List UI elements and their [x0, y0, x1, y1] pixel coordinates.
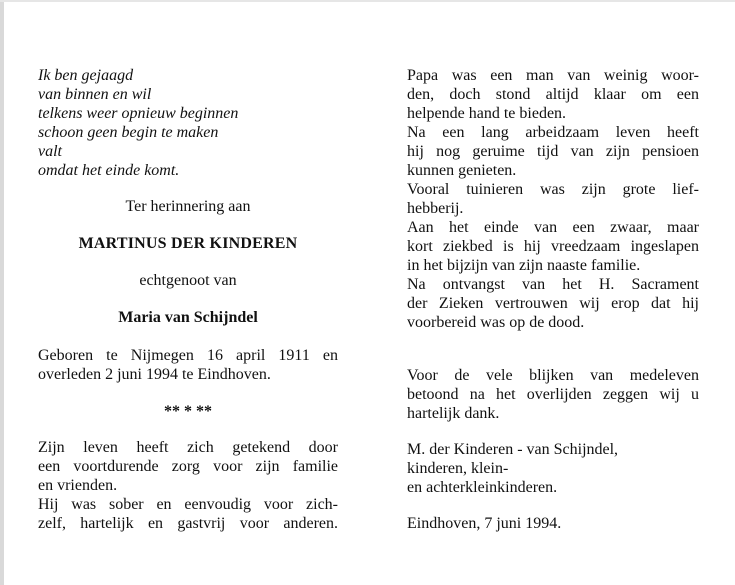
paragraph-line: helpende hand te bieden. [407, 105, 567, 122]
spouse-name: Maria van Schijndel [118, 309, 258, 326]
paragraph-line: kort ziekbed is hij vreedzaam ingeslapen [407, 238, 699, 255]
paragraph-line: overleden 2 juni 1994 te Eindhoven. [38, 366, 271, 383]
paragraph-line: Vooral tuinieren was zijn grote lief- [407, 181, 699, 198]
scan-top-edge [0, 0, 735, 2]
paragraph-line: voorbereid was op de dood. [407, 314, 585, 331]
paragraph-line: hebberij. [407, 200, 464, 217]
poem-line: valt [38, 143, 62, 160]
spouse-intro: echtgenoot van [139, 272, 237, 289]
paragraph-line: en vrienden. [38, 477, 118, 494]
scan-left-edge [0, 0, 4, 585]
poem-line: telkens weer opnieuw beginnen [38, 105, 239, 122]
place-date: Eindhoven, 7 juni 1994. [407, 515, 562, 532]
remembrance-heading: Ter herinnering aan [125, 198, 251, 215]
paragraph-line: Geboren te Nijmegen 16 april 1911 en [38, 347, 338, 364]
paragraph-line: Aan het einde van een zwaar, maar [407, 219, 699, 236]
paragraph-line: Voor de vele blijken van medeleven [407, 367, 699, 384]
paragraph-line: hartelijk dank. [407, 405, 500, 422]
paragraph-line: zelf, hartelijk en gastvrij voor anderen. [38, 515, 338, 532]
poem-line: van binnen en wil [38, 86, 152, 103]
paragraph-line: der Zieken vertrouwen wij erop dat hij [407, 295, 699, 312]
paragraph-line: Papa was een man van weinig woor- [407, 67, 699, 84]
paragraph-line: betoond na het overlijden zeggen wij u [407, 386, 699, 403]
paragraph-line: kunnen genieten. [407, 162, 517, 179]
poem-line: Ik ben gejaagd [38, 67, 134, 84]
poem-line: schoon geen begin te maken [38, 124, 219, 141]
signature-line: kinderen, klein- [407, 460, 509, 477]
paragraph-line: Hij was sober en eenvoudig voor zich- [38, 496, 338, 513]
paragraph-line: een voortdurende zorg voor zijn familie [38, 458, 338, 475]
separator: ** * ** [164, 403, 212, 420]
signature-line: en achterkleinkinderen. [407, 479, 558, 496]
signature-line: M. der Kinderen - van Schijndel, [407, 441, 619, 458]
paragraph-line: Na ontvangst van het H. Sacrament [407, 276, 699, 293]
paragraph-line: Na een lang arbeidzaam leven heeft [407, 124, 699, 141]
poem-line: omdat het einde komt. [38, 162, 180, 179]
paragraph-line: in het bijzijn van zijn naaste familie. [407, 257, 641, 274]
paragraph-line: den, doch stond altijd klaar om een [407, 86, 699, 103]
deceased-name: MARTINUS DER KINDEREN [78, 235, 298, 252]
paragraph-line: hij nog geruime tijd van zijn pensioen [407, 143, 699, 160]
paragraph-line: Zijn leven heeft zich getekend door [38, 439, 338, 456]
